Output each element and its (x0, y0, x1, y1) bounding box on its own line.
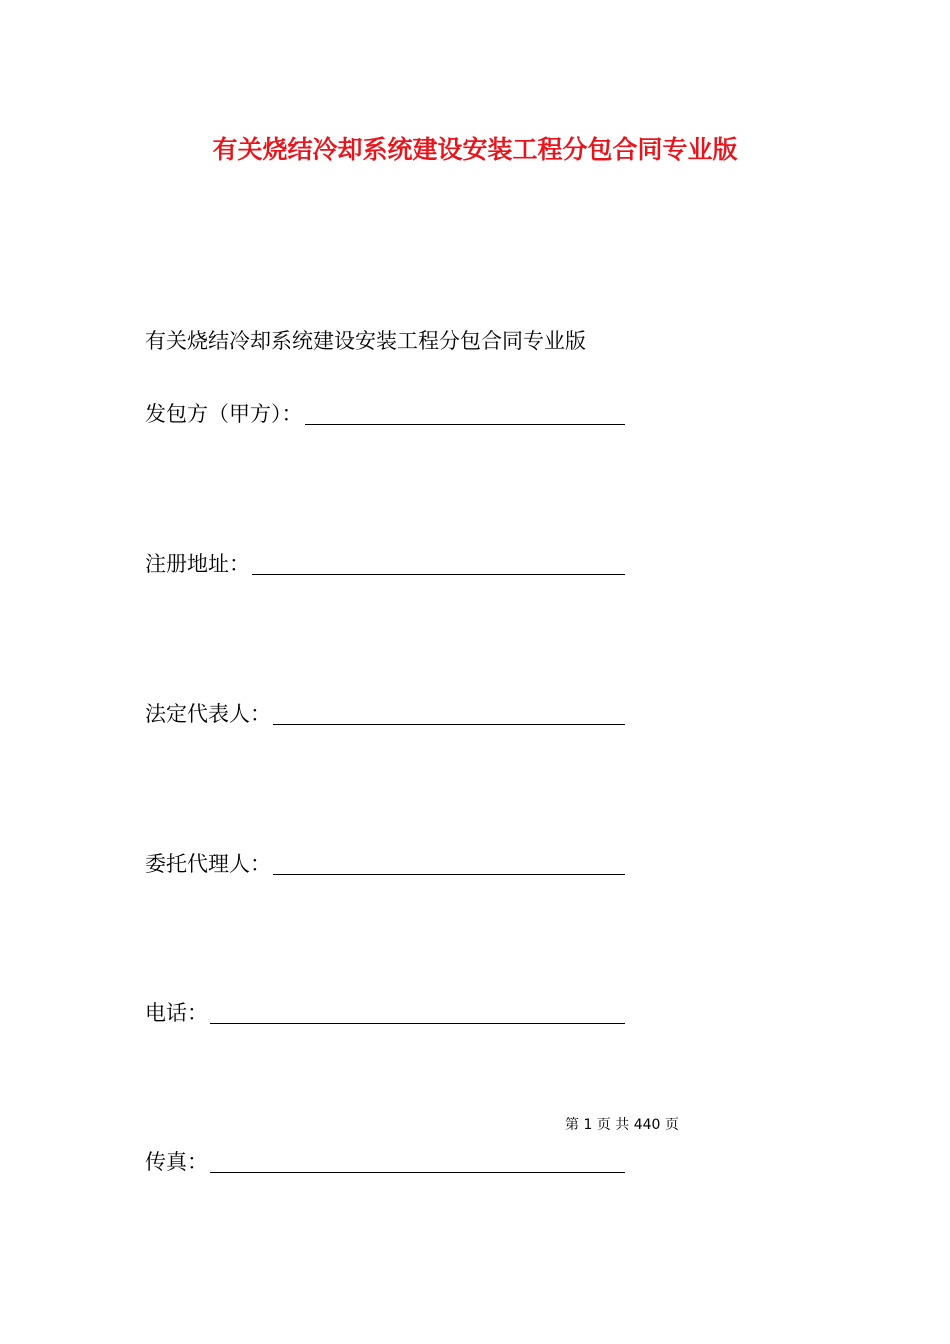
field-label: 注册地址： (145, 552, 250, 576)
fill-in-blank-line (252, 574, 625, 575)
fill-in-blank-line (305, 424, 626, 425)
document-title: 有关烧结冷却系统建设安装工程分包合同专业版 (212, 135, 738, 164)
fill-in-blank-line (210, 1023, 625, 1024)
fill-in-blank-line (210, 1172, 625, 1173)
field-label: 电话： (145, 1001, 208, 1025)
field-label: 发包方（甲方）： (145, 402, 303, 426)
field-authorized-agent (145, 848, 625, 878)
field-legal-representative (145, 698, 625, 728)
field-phone (145, 997, 625, 1027)
field-label: 委托代理人： (145, 852, 271, 876)
field-label: 传真： (145, 1150, 208, 1174)
field-employer (145, 398, 625, 428)
fill-in-blank-line (273, 874, 625, 875)
field-registered-address (145, 548, 625, 578)
page-number-footer: 第 1 页 共 440 页 (565, 1117, 679, 1133)
field-fax (145, 1146, 625, 1176)
fill-in-blank-line (273, 724, 625, 725)
field-label: 法定代表人： (145, 702, 271, 726)
document-subtitle: 有关烧结冷却系统建设安装工程分包合同专业版 (145, 329, 586, 353)
